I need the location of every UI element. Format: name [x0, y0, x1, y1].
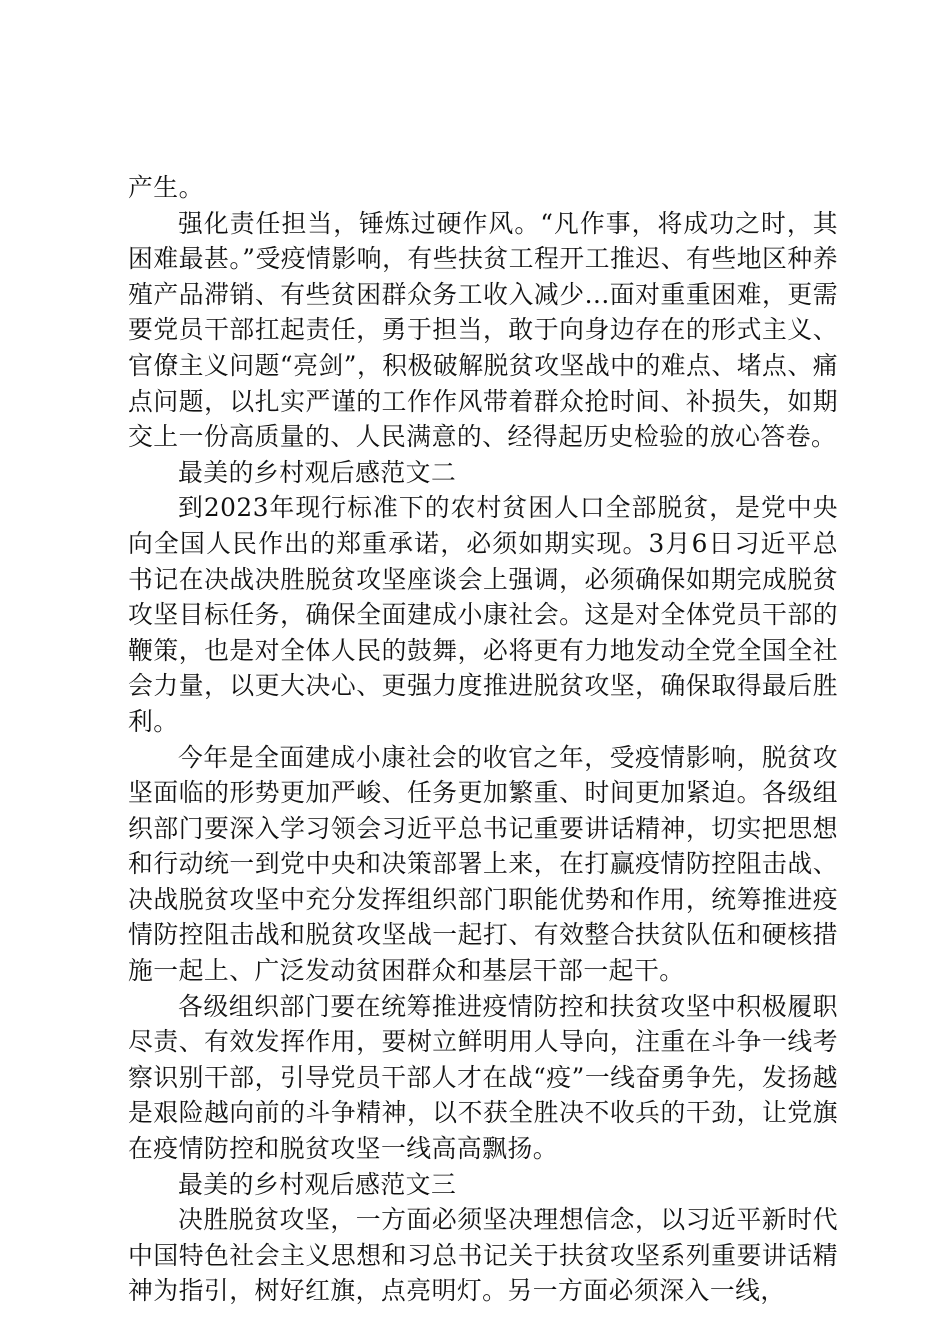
- paragraph-continuation: 产生。: [128, 173, 204, 202]
- paragraph: 今年是全面建成小康社会的收官之年，受疫情影响，脱贫攻坚面临的形势更加严峻、任务更加繁重、时间更加紧迫。各级组织部门要深入学习领会习近平总书记重要讲话精神，切实把思想和行动统一到党中央和决策部署上来，在打赢疫情防控阻击战、决战脱贫攻坚中充分发挥组织部门职能优势和作用，统筹推进疫情防控阻击战和脱贫攻坚战一起打、有效整合扶贫队伍和硬核措施一起上、广泛发动贫困群众和基层干部一起干。: [128, 742, 838, 986]
- document-body: [128, 170, 838, 1309]
- paragraph: 到2023年现行标准下的农村贫困人口全部脱贫，是党中央向全国人民作出的郑重承诺，必须如期实现。3月6日习近平总书记在决战决胜脱贫攻坚座谈会上强调，必须确保如期完成脱贫攻坚目标任务，确保全面建成小康社会。这是对全体党员干部的鞭策，也是对全体人民的鼓舞，必将更有力地发动全党全国全社会力量，以更大决心、更强力度推进脱贫攻坚，确保取得最后胜利。: [128, 493, 838, 736]
- paragraph: 强化责任担当，锤炼过硬作风。“凡作事，将成功之时，其困难最甚。”受疫情影响，有些扶贫工程开工推迟、有些地区种养殖产品滞销、有些贫困群众务工收入减少...面对重重困难，更需要党员干部扛起责任，勇于担当，敢于向身边存在的形式主义、官僚主义问题“亮剑”，积极破解脱贫攻坚战中的难点、堵点、痛点问题，以扎实严谨的工作作风带着群众抢时间、补损失，如期交上一份高质量的、人民满意的、经得起历史检验的放心答卷。: [128, 208, 838, 452]
- paragraph: 各级组织部门要在统筹推进疫情防控和扶贫攻坚中积极履职尽责、有效发挥作用，要树立鲜明用人导向，注重在斗争一线考察识别干部，引导党员干部人才在战“疫”一线奋勇争先，发扬越是艰险越向前的斗争精神，以不获全胜决不收兵的干劲，让党旗在疫情防控和脱贫攻坚一线高高飘扬。: [128, 991, 838, 1164]
- paragraph: 决胜脱贫攻坚，一方面必须坚决理想信念，以习近平新时代中国特色社会主义思想和习总书记关于扶贫攻坚系列重要讲话精神为指引，树好红旗，点亮明灯。另一方面必须深入一线，: [128, 1205, 838, 1306]
- section-heading: 最美的乡村观后感范文三: [178, 1169, 457, 1199]
- section-heading: 最美的乡村观后感范文二: [178, 457, 457, 487]
